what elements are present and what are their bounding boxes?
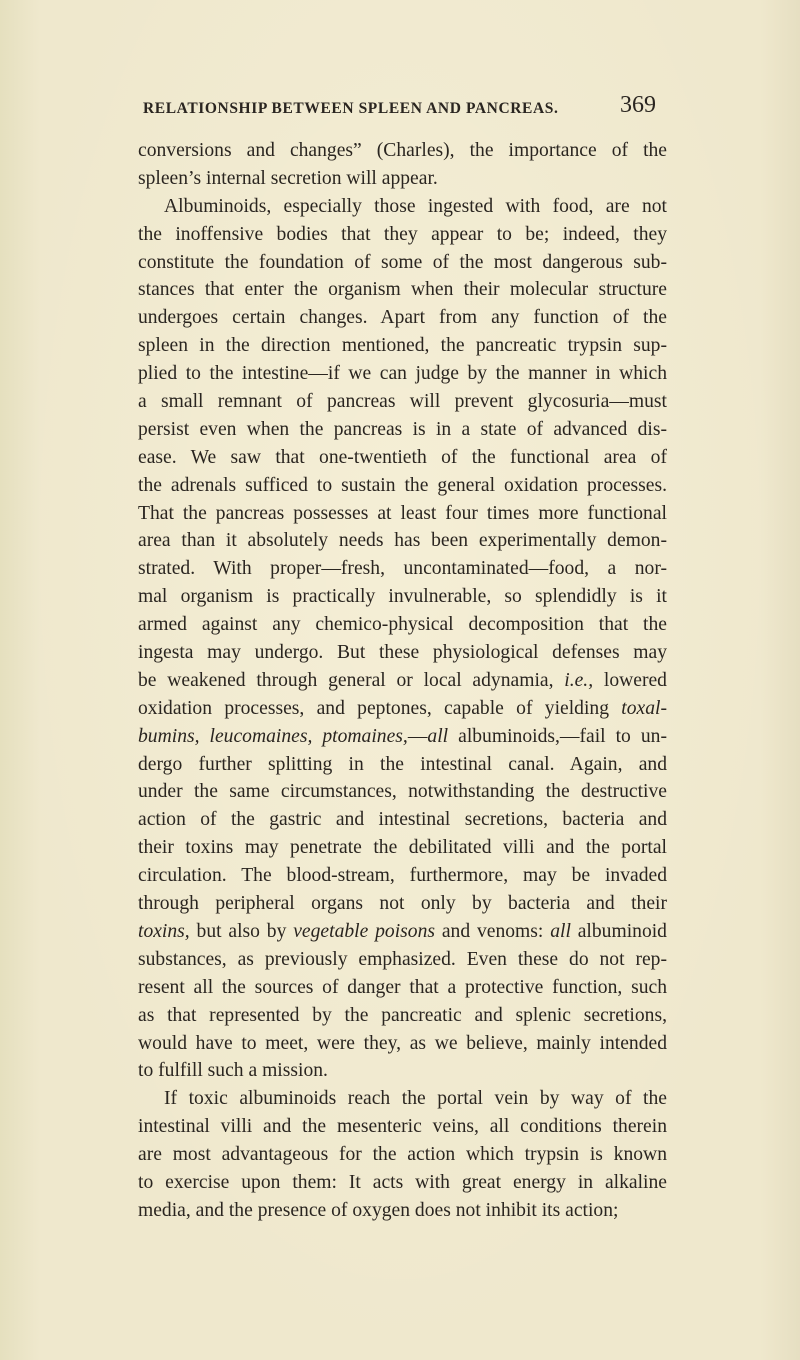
text-line: ingesta may undergo. But these physiological defenses may [138, 642, 667, 664]
text-line: substances, as previously emphasized. Even these do not rep- [138, 948, 667, 970]
text-line: conversions and changes” (Charles), the importance of the [138, 140, 667, 161]
text-line: are most advantageous for the action which trypsin is known [138, 1144, 667, 1166]
text-line: toxins, but also by vegetable poisons and venoms: all albuminoid [138, 920, 667, 942]
text-line: under the same circumstances, notwithstanding the destructive [138, 781, 667, 803]
paragraph [138, 137, 667, 193]
text-line: the inoffensive bodies that they appear to be; indeed, they [138, 223, 667, 245]
text-line: through peripheral organs not only by bacteria and their [138, 893, 667, 915]
text-line: armed against any chemico-physical decomposition that the [138, 614, 667, 636]
text-line: mal organism is practically invulnerable, so splendidly is it [138, 586, 667, 608]
text-line: stances that enter the organism when their molecular structure [138, 279, 667, 301]
text-line: media, and the presence of oxygen does not inhibit its action; [138, 1199, 619, 1221]
text-line: intestinal villi and the mesenteric veins, all conditions therein [138, 1116, 667, 1138]
text-line: bumins, leucomaines, ptomaines,—all albuminoids,—fail to un- [138, 725, 667, 747]
text-line: would have to meet, were they, as we believe, mainly intended [138, 1032, 667, 1054]
text-line: Albuminoids, especially those ingested with food, are not [164, 195, 667, 217]
text-line: as that represented by the pancreatic and splenic secretions, [138, 1004, 667, 1026]
body-text [138, 137, 667, 1225]
text-line: constitute the foundation of some of the most dangerous sub- [138, 251, 667, 273]
text-line: action of the gastric and intestinal secretions, bacteria and [138, 809, 667, 831]
text-line: spleen’s internal secretion will appear. [138, 167, 438, 189]
text-line: their toxins may penetrate the debilitated villi and the portal [138, 837, 667, 859]
running-title: RELATIONSHIP BETWEEN SPLEEN AND PANCREAS. [143, 100, 559, 117]
text-line: plied to the intestine—if we can judge by the manner in which [138, 363, 667, 385]
text-line: If toxic albuminoids reach the portal vein by way of the [164, 1088, 667, 1110]
text-line: persist even when the pancreas is in a state of advanced dis- [138, 418, 667, 440]
text-line: ease. We saw that one-twentieth of the functional area of [138, 446, 667, 468]
page-number: 369 [620, 92, 656, 118]
text-line: the adrenals sufficed to sustain the general oxidation processes. [138, 474, 667, 496]
text-line: area than it absolutely needs has been experimentally demon- [138, 530, 667, 552]
text-line: That the pancreas possesses at least four times more functional [138, 502, 667, 524]
text-line: oxidation processes, and peptones, capable of yielding toxal- [138, 697, 667, 719]
text-line: dergo further splitting in the intestinal canal. Again, and [138, 753, 667, 775]
text-line: a small remnant of pancreas will prevent glycosuria—must [138, 391, 667, 413]
text-line: resent all the sources of danger that a protective function, such [138, 976, 667, 998]
text-line: spleen in the direction mentioned, the pancreatic trypsin sup- [138, 335, 667, 357]
text-line: strated. With proper—fresh, uncontaminated—food, a nor- [138, 558, 667, 580]
text-line: to fulfill such a mission. [138, 1060, 328, 1082]
running-head [0, 86, 800, 126]
text-line: to exercise upon them: It acts with great energy in alkaline [138, 1171, 667, 1193]
text-line: circulation. The blood-stream, furthermore, may be invaded [138, 865, 667, 887]
text-line: undergoes certain changes. Apart from any function of the [138, 307, 667, 329]
paragraph [138, 1085, 667, 1224]
paragraph [138, 193, 667, 1086]
text-line: be weakened through general or local adynamia, i.e., lowered [138, 669, 667, 691]
